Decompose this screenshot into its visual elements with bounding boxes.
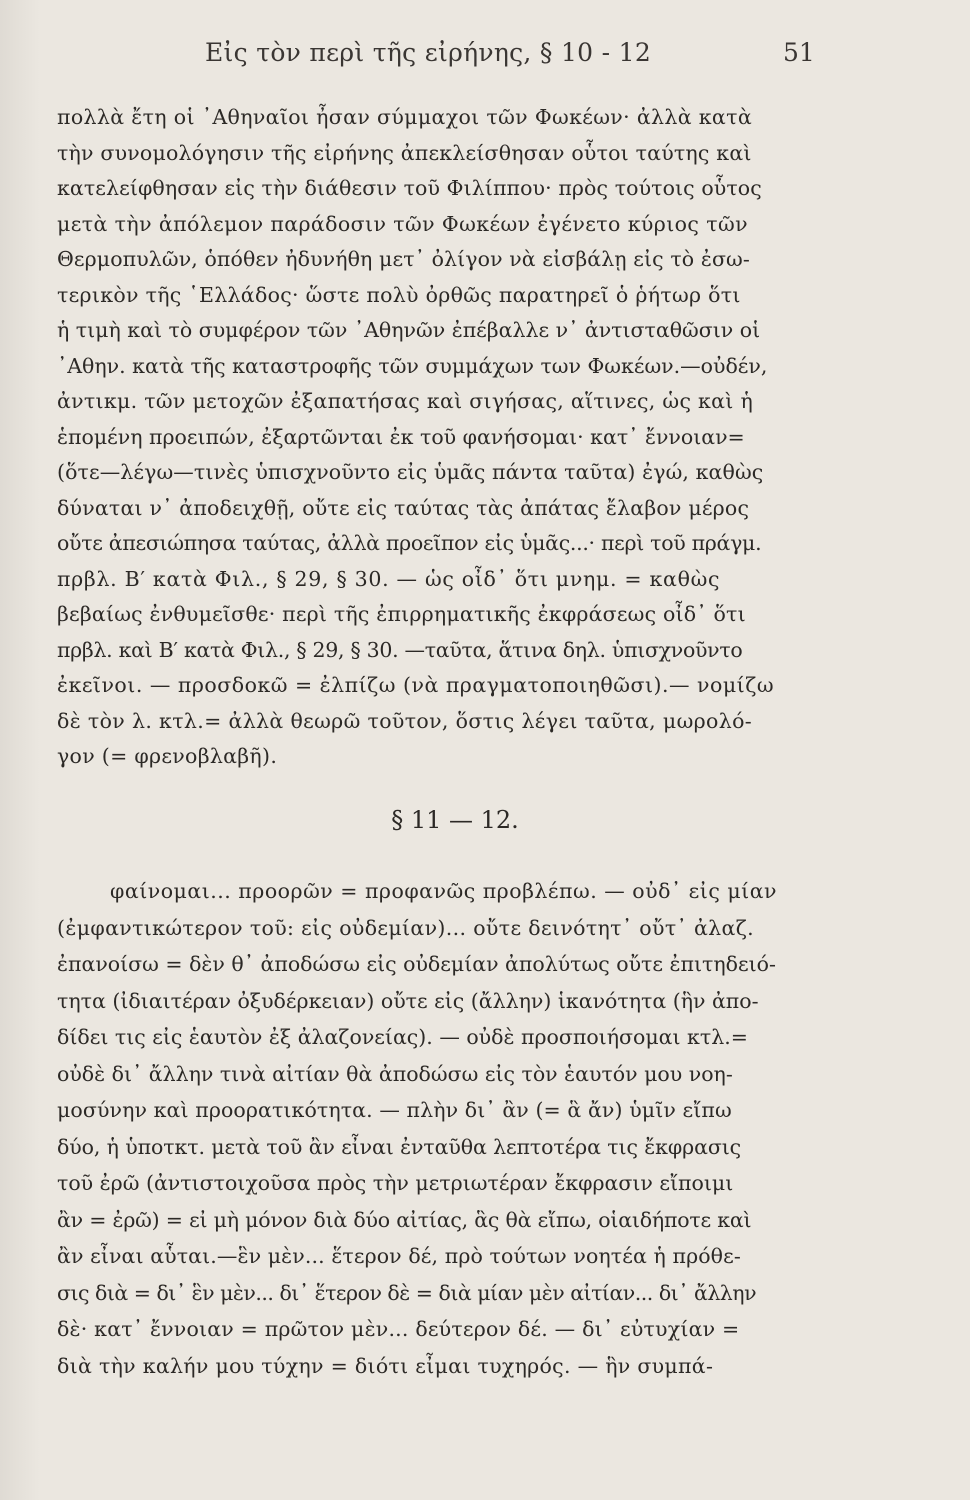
text-line: τητα (ἰδιαιτέραν ὀξυδέρκειαν) οὔτε εἰς (ἄλλην) ἱκανότητα (ἣν ἀπο-	[57, 988, 759, 1013]
text-line: δὲ· κατ᾿ ἔννοιαν = πρῶτον μὲν... δεύτερον δέ. — δι᾿ εὐτυχίαν =	[57, 1317, 740, 1341]
text-line: δύναται ν᾿ ἀποδειχθῇ, οὔτε εἰς ταύτας τὰς ἀπάτας ἔλαβον μέρος	[57, 495, 750, 520]
text-line: ἑπομένη προειπών, ἐξαρτῶνται ἐκ τοῦ φανήσομαι· κατ᾿ ἔννοιαν=	[57, 424, 745, 449]
text-line: δίδει τις εἰς ἑαυτὸν ἐξ ἀλαζονείας). — οὐδὲ προσποιήσομαι κτλ.=	[57, 1025, 748, 1049]
text-line: πρβλ. καὶ Β′ κατὰ Φιλ., § 29, § 30. —ταῦτα, ἅτινα δηλ. ὑπισχνοῦντο	[57, 637, 743, 662]
text-line: (ἐμφαντικώτερον τοῦ: εἰς οὐδεμίαν)... οὔτε δεινότητ᾿ οὔτ᾿ ἀλαζ.	[57, 915, 755, 940]
text-line: δύο, ἡ ὑποτκτ. μετὰ τοῦ ἂν εἶναι ἐνταῦθα λεπτοτέρα τις ἔκφρασις	[57, 1134, 742, 1159]
text-line: τοῦ ἐρῶ (ἀντιστοιχοῦσα πρὸς τὴν μετριωτέραν ἔκφρασιν εἴποιμι	[57, 1171, 734, 1195]
text-line: φαίνομαι... προορῶν = προφανῶς προβλέπω. — οὐδ᾿ εἰς μίαν	[110, 879, 778, 903]
text-line: ἀντικμ. τῶν μετοχῶν ἐξαπατήσας καὶ σιγήσας, αἵτινες, ὡς καὶ ἡ	[57, 389, 754, 413]
binding-shadow	[0, 0, 40, 1500]
text-line: ἐκεῖνοι. — προσδοκῶ = ἐλπίζω (νὰ πραγματοποιηθῶσι).— νομίζω	[57, 673, 775, 697]
text-line: τερικὸν τῆς ῾Ελλάδος· ὥστε πολὺ ὀρθῶς παρατηρεῖ ὁ ῥήτωρ ὅτι	[57, 282, 741, 307]
running-head	[0, 38, 970, 78]
text-line: γον (= φρενοβλαβῆ).	[57, 744, 278, 768]
text-line: οὐδὲ δι᾿ ἄλλην τινὰ αἰτίαν θὰ ἀποδώσω εἰς τὸν ἑαυτόν μου νοη-	[57, 1061, 733, 1086]
text-line: μετὰ τὴν ἀπόλεμον παράδοσιν τῶν Φωκέων ἐγένετο κύριος τῶν	[57, 211, 748, 236]
text-line: ἂν εἶναι αὗται.—ἓν μὲν... ἕτερον δέ, πρὸ τούτων νοητέα ἡ πρόθε-	[57, 1244, 741, 1268]
text-line: (ὅτε—λέγω—τινὲς ὑπισχνοῦντο εἰς ὑμᾶς πάντα ταῦτα) ἐγώ, καθὼς	[57, 460, 764, 484]
text-line: πολλὰ ἔτη οἱ ᾿Αθηναῖοι ἦσαν σύμμαχοι τῶν Φωκέων· ἀλλὰ κατὰ	[57, 105, 753, 129]
text-line: πρβλ. Β′ κατὰ Φιλ., § 29, § 30. — ὡς οἶδ᾿ ὅτι μνημ. = καθὼς	[57, 566, 721, 591]
text-line: ἂν = ἐρῶ) = εἰ μὴ μόνον διὰ δύο αἰτίας, ἃς θὰ εἴπω, οἱαιδήποτε καὶ	[57, 1207, 752, 1232]
text-line: ᾿Αθην. κατὰ τῆς καταστροφῆς τῶν συμμάχων των Φωκέων.—οὐδέν,	[57, 353, 768, 378]
section-heading	[0, 806, 970, 834]
text-line: τὴν συνομολόγησιν τῆς εἰρήνης ἀπεκλείσθησαν οὗτοι ταύτης καὶ	[57, 140, 752, 165]
running-title: Εἰς τὸν περὶ τῆς εἰρήνης, § 10 - 12	[205, 38, 652, 67]
text-line: μοσύνην καὶ προορατικότητα. — πλὴν δι᾿ ἂν (= ἃ ἄν) ὑμῖν εἴπω	[57, 1098, 732, 1122]
text-line: οὔτε ἀπεσιώπησα ταύτας, ἀλλὰ προεῖπον εἰς ὑμᾶς...· περὶ τοῦ πράγμ.	[57, 531, 762, 555]
text-line: βεβαίως ἐνθυμεῖσθε· περὶ τῆς ἐπιρρηματικῆς ἐκφράσεως οἶδ᾿ ὅτι	[57, 602, 746, 626]
section-heading-text: § 11 — 12.	[391, 806, 519, 834]
text-line: ἡ τιμὴ καὶ τὸ συμφέρον τῶν ᾿Αθηνῶν ἐπέβαλλε ν᾿ ἀντισταθῶσιν οἱ	[57, 318, 761, 342]
text-line: δὲ τὸν λ. κτλ.= ἀλλὰ θεωρῶ τοῦτον, ὅστις λέγει ταῦτα, μωρολό-	[57, 708, 753, 733]
text-line: ἐπανοίσω = δὲν θ᾿ ἀποδώσω εἰς οὐδεμίαν ἀπολύτως οὔτε ἐπιτηδειό-	[57, 952, 776, 976]
text-line: διὰ τὴν καλήν μου τύχην = διότι εἶμαι τυχηρός. — ἣν συμπά-	[57, 1353, 714, 1378]
text-line: κατελείφθησαν εἰς τὴν διάθεσιν τοῦ Φιλίππου· πρὸς τούτοις οὗτος	[57, 176, 762, 200]
page-number: 51	[783, 38, 815, 67]
text-line: σις διὰ = δι᾿ ἓν μὲν... δι᾿ ἕτερον δὲ = διὰ μίαν μὲν αἰτίαν... δι᾿ ἄλλην	[57, 1280, 757, 1305]
text-line: Θερμοπυλῶν, ὁπόθεν ἠδυνήθη μετ᾿ ὀλίγον νὰ εἰσβάλῃ εἰς τὸ ἐσω-	[57, 247, 750, 271]
